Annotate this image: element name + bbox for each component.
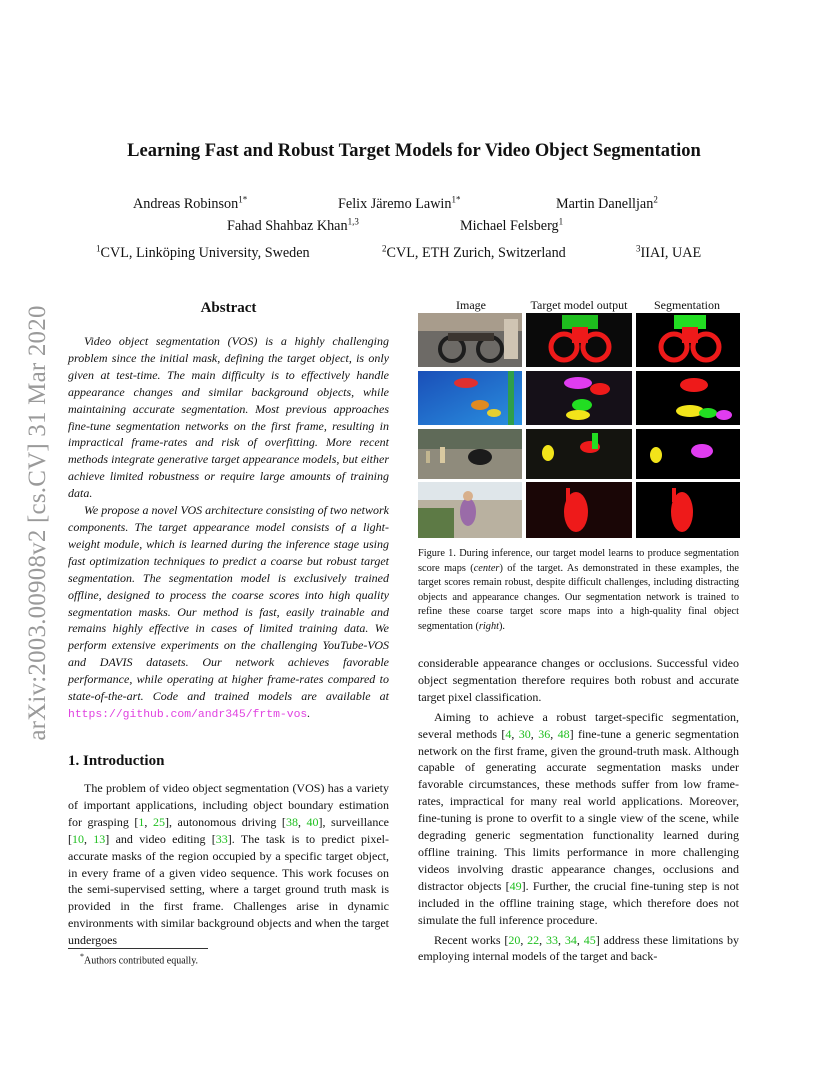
image-thumbnail (418, 482, 522, 538)
segmentation-thumbnail (636, 371, 740, 425)
citation[interactable]: 34 (564, 932, 577, 947)
affiliation-2: $^2$CVL, ETH Zurich, Switzerland (382, 243, 566, 261)
figure-col-label-target-model: Target model output (530, 298, 628, 312)
figure-caption: Figure 1. During inference, our target model learns to produce segmentation score maps (center) of the target. As demonstrated in these examples, the target scores remain robust, despite difficult challenges, including distracting objects and appearance changes. Our segmentation network is trained to refine these coarse target score maps into a high-quality final object segmentation (right). (418, 548, 739, 632)
citation[interactable]: 22 (527, 932, 540, 947)
figure-col-label-image: Image (456, 298, 486, 312)
paper-title: Learning Fast and Robust Target Models for Video Object Segmentation (127, 141, 701, 161)
footnote: *Authors contributed equally. (80, 952, 199, 967)
target-score-thumbnail (526, 313, 632, 367)
footnote-rule (68, 948, 208, 949)
citation[interactable]: 10 (72, 831, 84, 846)
body-paragraph: Recent works [20, 22, 33, 34, 45] address these limitations by employing internal models of the target and back- (418, 932, 740, 964)
abstract-paragraph-1: Video object segmentation (VOS) is a highly challenging problem since the initial mask, defining the target object, is only given at test-time. The main difficulty is to effectively handle appearance changes and similar background objects, while maintaining accurate segmentation. Most previous approaches fine-tune segmentation networks on the first frame, resulting in impractical frame-rates and risk of overfitting. More recent methods integrate generative target appearance models, but either achieve limited robustness or require large amounts of training data. (68, 334, 389, 501)
author-1: Andreas Robinson$^{1*}$ (133, 194, 248, 212)
citation[interactable]: 25 (152, 814, 165, 829)
citation[interactable]: 45 (583, 932, 596, 947)
citation[interactable]: 40 (306, 814, 319, 829)
citation[interactable]: 48 (557, 726, 570, 741)
intro-heading: 1. Introduction (68, 753, 165, 769)
affiliation-3: $^3$IIAI, UAE (636, 243, 702, 261)
segmentation-thumbnail (636, 313, 740, 367)
right-column-body (418, 655, 739, 965)
abstract-paragraph-2: We propose a novel VOS architecture consisting of two network components. The target appearance model consists of a light-weight module, which is learned during the inference stage using fast optimization techniques to predict a coarse but robust target segmentation. The segmentation model is exclusively trained offline, designed to process the coarse scores into high quality segmentation masks. Our method is fast, easily trainable and remains highly effective in cases of limited training data. We perform extensive experiments on the challenging YouTube-VOS and DAVIS datasets. Our network achieves favorable performance, while operating at higher frame-rates compared to state-of-the-art. Code and trained models are available at https://github.com/andr345/frtm-vos. (68, 503, 389, 721)
citation[interactable]: 13 (93, 831, 106, 846)
citation[interactable]: 33 (215, 831, 228, 846)
citation[interactable]: 20 (508, 932, 521, 947)
abstract-body (68, 333, 389, 724)
target-score-thumbnail (526, 429, 632, 479)
image-thumbnail (418, 371, 522, 425)
image-thumbnail (418, 313, 522, 367)
code-link[interactable]: https://github.com/andr345/frtm-vos (68, 708, 308, 721)
author-4: Fahad Shahbaz Khan$^{1,3}$ (227, 216, 359, 234)
image-thumbnail (418, 429, 522, 479)
affiliation-1: $^1$CVL, Linköping University, Sweden (96, 243, 310, 261)
intro-body (68, 780, 389, 949)
figure-col-label-segmentation: Segmentation (654, 298, 720, 312)
citation[interactable]: 30 (518, 726, 531, 741)
author-3: Martin Danelljan$^2$ (556, 194, 658, 212)
citation[interactable]: 4 (505, 726, 512, 741)
citation[interactable]: 36 (538, 726, 551, 741)
body-paragraph: considerable appearance changes or occlusions. Successful video object segmentation therefore requires both robust and accurate target pixel classification. (418, 656, 739, 704)
citation[interactable]: 1 (138, 814, 145, 829)
body-paragraph: Aiming to achieve a robust target-specific segmentation, several methods [4, 30, 36, 48] fine-tune a generic segmentation network on the first frame, given the ground-truth mask. Although capable of generating accurate segmentation masks under favorable circumstances, these methods suffer from low frame-rates, impractical for many real world applications. Moreover, fine-tuning is prone to overfit to a single view of the scene, while degrading generic segmentation functionality learned during offline training. This limits performance in more challenging videos involving drastic appearance changes, occlusions and distractor objects [49]. Further, the crucial fine-tuning step is not included in the offline training stage, which therefore does not simulate the full inference procedure. (418, 709, 740, 927)
arxiv-stamp: arXiv:2003.00908v2 [cs.CV] 31 Mar 2020 (24, 305, 51, 741)
segmentation-thumbnail (636, 429, 740, 479)
author-5: Michael Felsberg$^1$ (460, 216, 564, 234)
citation[interactable]: 49 (509, 878, 522, 893)
target-score-thumbnail (526, 371, 632, 425)
citation[interactable]: 33 (546, 932, 559, 947)
citation[interactable]: 38 (285, 814, 298, 829)
segmentation-thumbnail (636, 482, 740, 538)
target-score-thumbnail (526, 482, 632, 538)
intro-paragraph-1: The problem of video object segmentation (VOS) has a variety of important applications, including object boundary estimation for grasping [1, 25], autonomous driving [38, 40], surveillance [10, 13] and video editing [33]. The task is to predict pixel-accurate masks of the region occupied by a specific target object, in every frame of a given video sequence. This work focuses on the semi-supervised setting, where a target ground truth mask is provided in the first frame. Challenges arise in dynamic environments with similar background objects and when the target undergoes (68, 781, 389, 948)
author-2: Felix Järemo Lawin$^{1*}$ (338, 194, 461, 212)
abstract-heading: Abstract (200, 300, 257, 316)
